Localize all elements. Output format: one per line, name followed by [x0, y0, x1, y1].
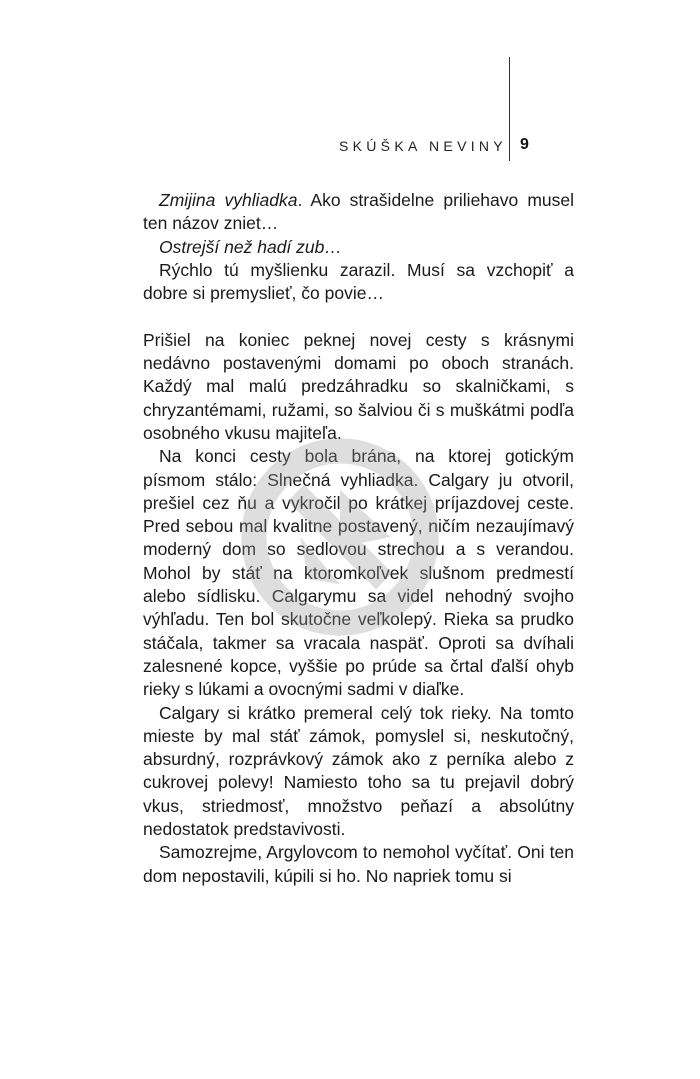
paragraph: Rýchlo tú myšlienku zarazil. Musí sa vzchopiť a dobre si premyslieť, čo povie…	[143, 259, 574, 304]
body-text	[143, 189, 574, 888]
running-title: SKÚŠKA NEVINY	[339, 138, 507, 154]
paragraph-text: . Ako strašidelne priliehavo musel ten názov zniet…	[143, 190, 575, 234]
italic-line: Ostrejší než hadí zub…	[159, 236, 342, 257]
paragraph: Na konci cesty bola brána, na ktorej gotickým písmom stálo: Slnečná vyhliadka. Calgary ju otvoril, prešiel cez ňu a vykročil po krátkej príjazdovej ceste. Pred sebou mal kvalitne postavený, ničím nezaujímavý moderný dom so sedlovou strechou a s verandou. Mohol by stáť na ktoromkoľvek slušnom predmestí alebo sídlisku. Calgarymu sa videl nehodný svojho výhľadu. Ten bol skutočne veľkolepý. Rieka sa prudko stáčala, takmer sa vracala naspäť. Oproti sa dvíhali zalesnené kopce, vyššie po prúde sa črtal ďalší ohyb rieky s lúkami a ovocnými sadmi v diaľke.	[143, 446, 574, 700]
italic-title: Zmijina vyhliadka	[159, 190, 298, 210]
paragraph: Prišiel na koniec peknej novej cesty s krásnymi nedávno postavenými domami po oboch stranách. Každý mal malú predzáhradku so skalničkami, s chryzantémami, ružami, so šalviou či s muškátmi podľa osobného vkusu majiteľa.	[143, 329, 574, 443]
paragraph	[143, 189, 574, 236]
header-rule	[509, 57, 510, 161]
page-number: 9	[520, 136, 529, 153]
paragraph: Samozrejme, Argylovcom to nemohol vyčítať. Oni ten dom nepostavili, kúpili si ho. No napriek tomu si	[143, 842, 574, 886]
section-break	[143, 305, 574, 328]
paragraph: Calgary si krátko premeral celý tok rieky. Na tomto mieste by mal stáť zámok, pomyslel si, neskutočný, absurdný, rozprávkový zámok ako z perníka alebo z cukrovej polevy! Namiesto toho sa tu prejavil dobrý vkus, striedmosť, množstvo peňazí a absolútny nedostatok predstavivosti.	[143, 702, 574, 840]
